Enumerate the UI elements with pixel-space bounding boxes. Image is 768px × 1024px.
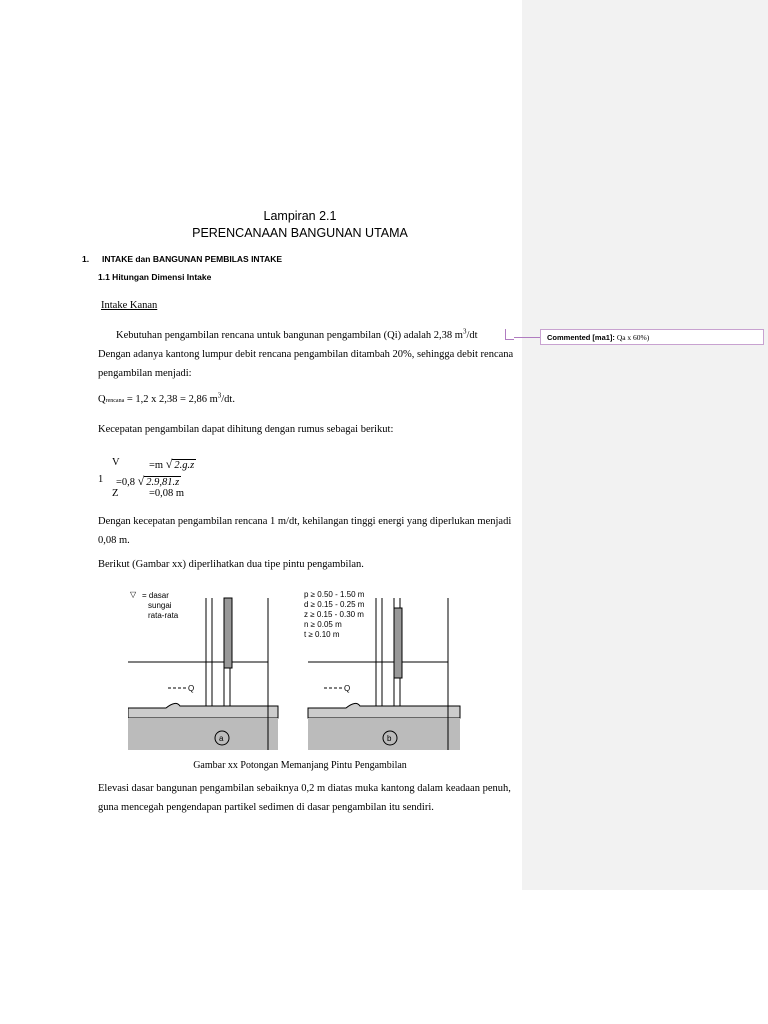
subsection-heading: 1.1 Hitungan Dimensi Intake [98, 272, 212, 282]
legend-symbol: ▽ [130, 590, 137, 599]
q-value: = 1,2 x 2,38 = 2,86 m [124, 394, 218, 405]
param-line: p ≥ 0.50 - 1.50 m [304, 590, 365, 599]
section-label: INTAKE dan BANGUNAN PEMBILAS INTAKE [102, 254, 283, 264]
paragraph-kecepatan-rencana [98, 512, 514, 550]
flow-label: Q [188, 684, 195, 693]
formula-z: =0,08 m [149, 488, 185, 499]
intake-kanan-heading: Intake Kanan [101, 300, 158, 311]
formula-z-label: Z [112, 488, 119, 499]
legend-line: rata-rata [148, 611, 179, 620]
para-line: guna mencegah pengendapan partikel sedimen di dasar pengambilan itu sendiri. [98, 802, 434, 813]
doc-subtitle: PERENCANAAN BANGUNAN UTAMA [192, 226, 408, 240]
paragraph-berikut: Berikut (Gambar xx) diperlihatkan dua tipe pintu pengambilan. [98, 559, 364, 570]
flow-label: Q [344, 684, 351, 693]
subscript: rencana [105, 398, 125, 404]
text-run: =m [149, 460, 166, 471]
q-symbol: Q [98, 394, 106, 405]
q-equation [98, 391, 235, 405]
label-a: a [219, 734, 224, 743]
sqrt-sign: √ [137, 474, 145, 488]
section-number: 1. [82, 254, 90, 264]
section-heading-1 [82, 254, 282, 264]
doc-title: Lampiran 2.1 [263, 209, 337, 223]
param-line: d ≥ 0.15 - 0.25 m [304, 600, 365, 609]
sqrt-content: 2.g.z [174, 460, 195, 471]
paragraph-kebutuhan [98, 326, 514, 383]
para-line: 0,08 m. [98, 535, 130, 546]
legend-line: = dasar [142, 591, 169, 600]
comment-balloon[interactable] [540, 329, 764, 345]
diagram-a [128, 598, 278, 750]
text-run: /dt [466, 330, 478, 341]
formula-1-label: 1 [98, 474, 104, 485]
sqrt-content: 2.9,81.z [146, 477, 180, 488]
text-run: Kebutuhan pengambilan rencana untuk bangunan pengambilan (Qi) adalah 2,38 m [116, 330, 463, 341]
para-line: Dengan kecepatan pengambilan rencana 1 m/dt, kehilangan tinggi energi yang diperlukan menjadi [98, 516, 512, 527]
comments-pane [522, 0, 768, 890]
comment-text: Qa x 60%) [616, 333, 650, 342]
comment-anchor[interactable] [505, 329, 514, 340]
superscript: 3 [462, 327, 467, 336]
para-line: Dengan adanya kantong lumpur debit rencana pengambilan ditambah 20%, sehingga debit rencana [98, 349, 514, 360]
paragraph-kecepatan: Kecepatan pengambilan dapat dihitung dengan rumus sebagai berikut: [98, 424, 394, 435]
comment-connector [514, 337, 540, 338]
legend-line: sungai [148, 601, 172, 610]
formula-v-label: V [112, 457, 120, 468]
para-line [98, 326, 514, 345]
comment-label: Commented [ma1]: [547, 333, 615, 342]
figure-caption: Gambar xx Potongan Memanjang Pintu Pengambilan [193, 760, 407, 771]
label-b: b [387, 734, 392, 743]
param-line: t ≥ 0.10 m [304, 630, 340, 639]
unit: /dt. [221, 394, 235, 405]
param-line: z ≥ 0.15 - 0.30 m [304, 610, 364, 619]
intake-section-figure [128, 588, 464, 758]
sqrt-sign: √ [165, 457, 173, 471]
param-line: n ≥ 0.05 m [304, 620, 342, 629]
para-line: Elevasi dasar bangunan pengambilan sebaiknya 0,2 m diatas muka kantong dalam keadaan penuh, [98, 783, 511, 794]
formula-v [149, 457, 196, 472]
para-line: pengambilan menjadi: [98, 368, 192, 379]
paragraph-elevasi [98, 779, 514, 817]
formula-1 [116, 474, 181, 489]
text-run: =0,8 [116, 477, 138, 488]
superscript: 3 [217, 391, 222, 400]
